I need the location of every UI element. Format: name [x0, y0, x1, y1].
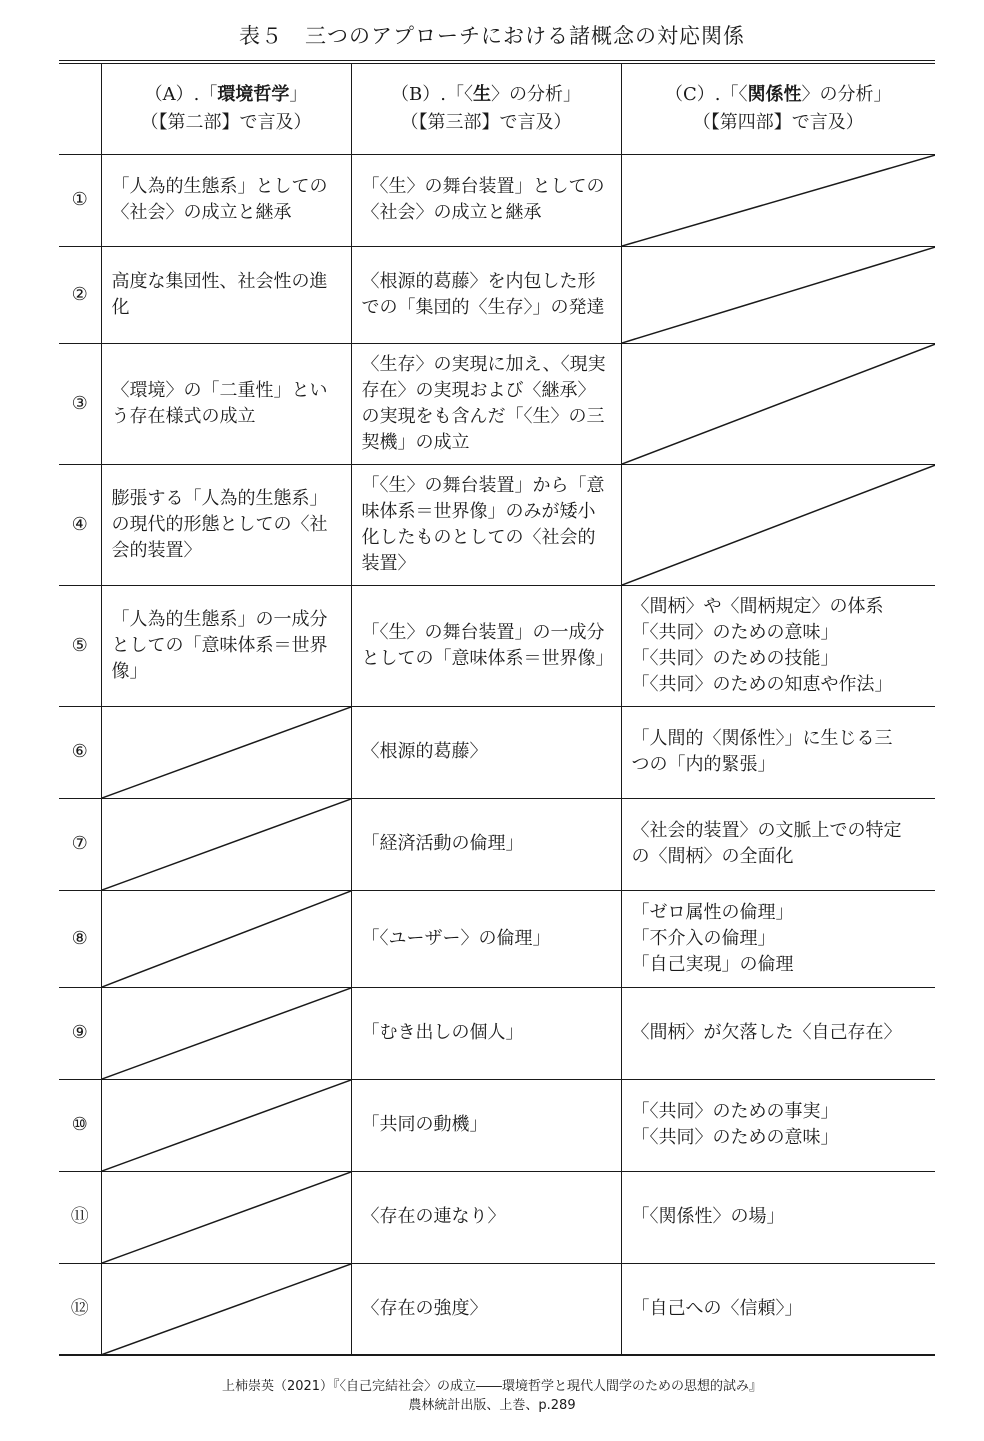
diagonal-slash [622, 155, 936, 246]
empty-cell-a [101, 706, 351, 798]
cell-c-line: 「〈共同〉のための意味」 [631, 621, 839, 643]
row-number: ⑦ [59, 798, 101, 890]
empty-cell-c [621, 246, 935, 343]
header-col-b: （B）.「〈生〉の分析」 （【第三部】で言及） [351, 64, 621, 154]
cell-c [621, 1263, 935, 1355]
cell-b: 「〈生〉の舞台装置」の一成分としての「意味体系＝世界像」 [351, 585, 621, 706]
cell-b: 「むき出しの個人」 [351, 987, 621, 1079]
cell-b: 〈根源的葛藤〉を内包した形での「集団的〈生存〉」の発達 [351, 246, 621, 343]
diagonal-slash [102, 707, 351, 798]
cell-c-line: つの「内的緊張」 [631, 754, 776, 775]
empty-cell-a [101, 798, 351, 890]
table-row [59, 585, 935, 706]
source-citation [0, 1377, 984, 1415]
cell-b: 「〈生〉の舞台装置」としての〈社会〉の成立と継承 [351, 154, 621, 246]
diagonal-slash [622, 247, 936, 343]
cell-c-line: 「〈共同〉のための意味」 [631, 1127, 839, 1148]
row-number: ② [59, 246, 101, 343]
cell-c-line: 「不介入の倫理」 [631, 927, 776, 949]
diagonal-slash [102, 988, 351, 1079]
cell-a: 膨張する「人為的生態系」の現代的形態としての〈社会的装置〉 [101, 464, 351, 585]
cell-c-line: 「自己実現」の倫理 [631, 953, 794, 975]
cell-b: 〈存在の連なり〉 [351, 1171, 621, 1263]
header-col-c: （C）.「〈関係性〉の分析」 （【第四部】で言及） [621, 64, 935, 154]
diagonal-slash [622, 465, 936, 585]
cell-b: 「共同の動機」 [351, 1079, 621, 1171]
cell-c-line: の〈間柄〉の全面化 [631, 846, 794, 867]
cell-c [621, 585, 935, 706]
cell-b: 〈生存〉の実現に加え、〈現実存在〉の実現および〈継承〉の実現をも含んだ「〈生〉の三契機」の成立 [351, 343, 621, 464]
cell-c-line: 「人間的〈関係性〉」に生じる三 [631, 728, 893, 749]
diagonal-slash [622, 344, 936, 464]
cell-c-line: 〈社会的装置〉の文脈上での特定 [631, 820, 902, 841]
table-row [59, 706, 935, 798]
empty-cell-a [101, 1263, 351, 1355]
table-title: 表５ 三つのアプローチにおける諸概念の対応関係 [239, 24, 745, 48]
cell-c-line: 「ゼロ属性の倫理」 [631, 901, 794, 923]
row-number: ⑫ [59, 1263, 101, 1355]
empty-cell-c [621, 154, 935, 246]
concept-table [59, 60, 935, 1356]
source-line-2: 農林統計出版、上巻、p.289 [408, 1398, 576, 1413]
cell-c-line: 〈間柄〉が欠落した〈自己存在〉 [631, 1022, 902, 1043]
cell-c-line: 「〈関係性〉の場」 [631, 1206, 785, 1227]
row-number: ⑤ [59, 585, 101, 706]
diagonal-slash [102, 799, 351, 890]
row-number: ⑨ [59, 987, 101, 1079]
cell-c-line: 「自己への〈信頼〉」 [631, 1297, 803, 1319]
row-number: ③ [59, 343, 101, 464]
empty-cell-c [621, 343, 935, 464]
row-number: ⑩ [59, 1079, 101, 1171]
table-row [59, 1263, 935, 1355]
table-row [59, 246, 935, 343]
cell-c-line: 「〈共同〉のための事実」 [631, 1101, 839, 1122]
cell-c [621, 1171, 935, 1263]
empty-cell-a [101, 1079, 351, 1171]
row-number: ⑪ [59, 1171, 101, 1263]
cell-c [621, 798, 935, 890]
cell-c [621, 1079, 935, 1171]
table-row [59, 1079, 935, 1171]
cell-b: 「〈ユーザー〉の倫理」 [351, 890, 621, 987]
cell-a: 〈環境〉の「二重性」という存在様式の成立 [101, 343, 351, 464]
table-row [59, 343, 935, 464]
diagonal-slash [102, 1080, 351, 1171]
diagonal-slash [102, 1172, 351, 1263]
table-row [59, 154, 935, 246]
empty-cell-a [101, 890, 351, 987]
header-col-a: （A）.「環境哲学」 （【第二部】で言及） [101, 64, 351, 154]
header-number-cell [59, 64, 101, 154]
table-row [59, 464, 935, 585]
cell-b: 〈根源的葛藤〉 [351, 706, 621, 798]
cell-a: 高度な集団性、社会性の進化 [101, 246, 351, 343]
row-number: ⑥ [59, 706, 101, 798]
diagonal-slash [102, 1264, 351, 1355]
table-row [59, 1171, 935, 1263]
row-number: ④ [59, 464, 101, 585]
table-row [59, 798, 935, 890]
row-number: ① [59, 154, 101, 246]
diagonal-slash [102, 891, 351, 987]
source-line-1: 上柿崇英（2021）『〈自己完結社会〉の成立――環境哲学と現代人間学のための思想的試み』 [221, 1379, 763, 1394]
cell-c-line: 〈間柄〉や〈間柄規定〉の体系 [631, 595, 884, 617]
empty-cell-a [101, 987, 351, 1079]
cell-b: 「〈生〉の舞台装置」から「意味体系＝世界像」のみが矮小化したものとしての〈社会的装置〉 [351, 464, 621, 585]
cell-a: 「人為的生態系」の一成分としての「意味体系＝世界像」 [101, 585, 351, 706]
table-row [59, 890, 935, 987]
cell-b: 〈存在の強度〉 [351, 1263, 621, 1355]
table-row [59, 987, 935, 1079]
row-number: ⑧ [59, 890, 101, 987]
cell-c [621, 987, 935, 1079]
empty-cell-c [621, 464, 935, 585]
cell-c-line: 「〈共同〉のための知恵や作法」 [631, 673, 893, 695]
cell-c [621, 890, 935, 987]
cell-a: 「人為的生態系」としての〈社会〉の成立と継承 [101, 154, 351, 246]
cell-c [621, 706, 935, 798]
header-row [59, 64, 935, 154]
empty-cell-a [101, 1171, 351, 1263]
cell-c-line: 「〈共同〉のための技能」 [631, 647, 839, 669]
cell-b: 「経済活動の倫理」 [351, 798, 621, 890]
